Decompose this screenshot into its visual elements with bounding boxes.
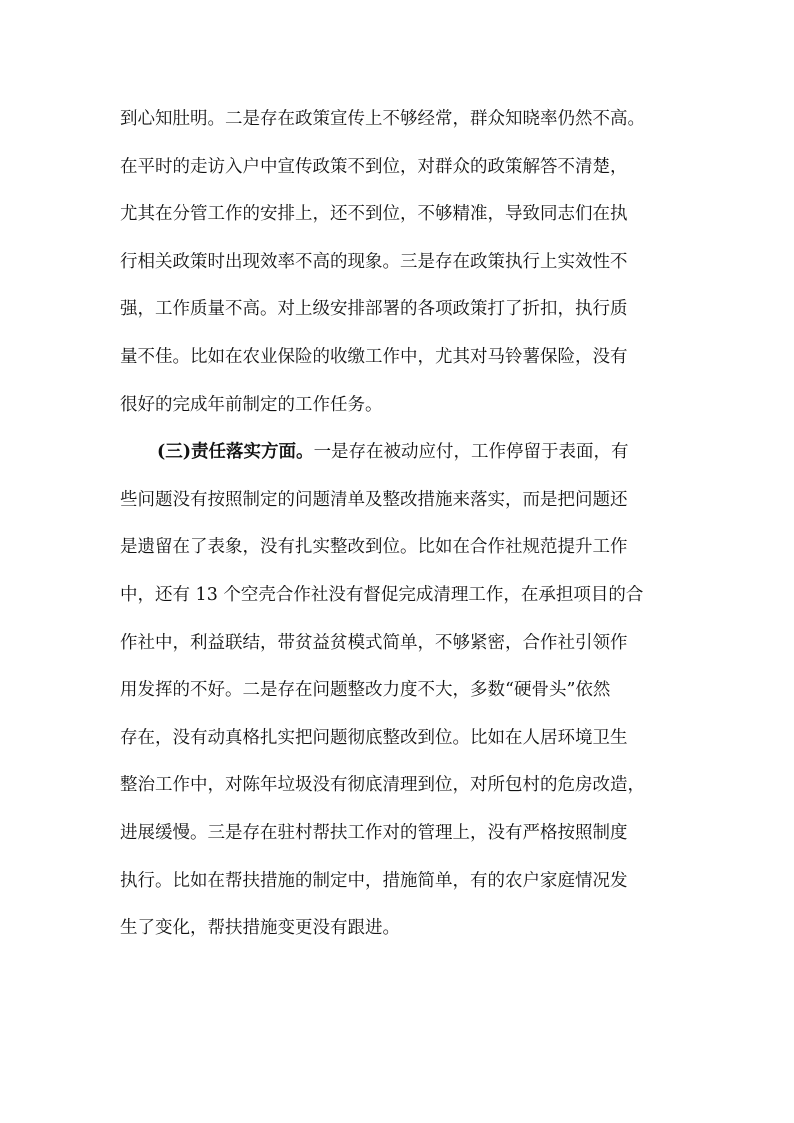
- paragraph-line: 强，工作质量不高。对上级安排部署的各项政策打了折扣，执行质: [120, 299, 628, 320]
- paragraph-line: 整治工作中，对陈年垃圾没有彻底清理到位，对所包村的危房改造，: [120, 775, 645, 796]
- paragraph-line: 尤其在分管工作的安排上，还不到位，不够精准，导致同志们在执: [120, 204, 628, 225]
- paragraph-line: 很好的完成年前制定的工作任务。: [120, 394, 383, 415]
- paragraph-line: 是遗留在了表象，没有扎实整改到位。比如在合作社规范提升工作: [120, 537, 628, 558]
- paragraph-line: 在平时的走访入户中宣传政策不到位，对群众的政策解答不清楚，: [120, 156, 628, 177]
- paragraph-line: 存在，没有动真格扎实把问题彻底整改到位。比如在人居环境卫生: [120, 727, 628, 748]
- paragraph-line: 行相关政策时出现效率不高的现象。三是存在政策执行上实效性不: [120, 251, 628, 272]
- paragraph-line: 执行。比如在帮扶措施的制定中，措施简单，有的农户家庭情况发: [120, 870, 628, 891]
- section-heading-line: [120, 429, 700, 477]
- section-heading-text: 一是存在被动应付，工作停留于表面，有: [313, 442, 629, 463]
- paragraph-line: 进展缓慢。三是存在驻村帮扶工作对的管理上，没有严格按照制度: [120, 822, 628, 843]
- paragraph-line: 些问题没有按照制定的问题清单及整改措施来落实，而是把问题还: [120, 489, 628, 510]
- paragraph-line: 作社中，利益联结，带贫益贫模式简单，不够紧密，合作社引领作: [120, 632, 628, 653]
- paragraph-line: 到心知肚明。二是存在政策宣传上不够经常，群众知晓率仍然不高。: [120, 109, 645, 129]
- section-heading: (三)责任落实方面。: [157, 442, 314, 463]
- paragraph-line: 生了变化，帮扶措施变更没有跟进。: [120, 918, 400, 939]
- paragraph-line: 中，还有 13 个空壳合作社没有督促完成清理工作，在承担项目的合: [120, 584, 644, 605]
- document-body: [120, 96, 700, 953]
- paragraph-line: 用发挥的不好。二是存在问题整改力度不大，多数“硬骨头”依然: [120, 680, 611, 701]
- paragraph-line: 量不佳。比如在农业保险的收缴工作中，尤其对马铃薯保险，没有: [120, 346, 628, 367]
